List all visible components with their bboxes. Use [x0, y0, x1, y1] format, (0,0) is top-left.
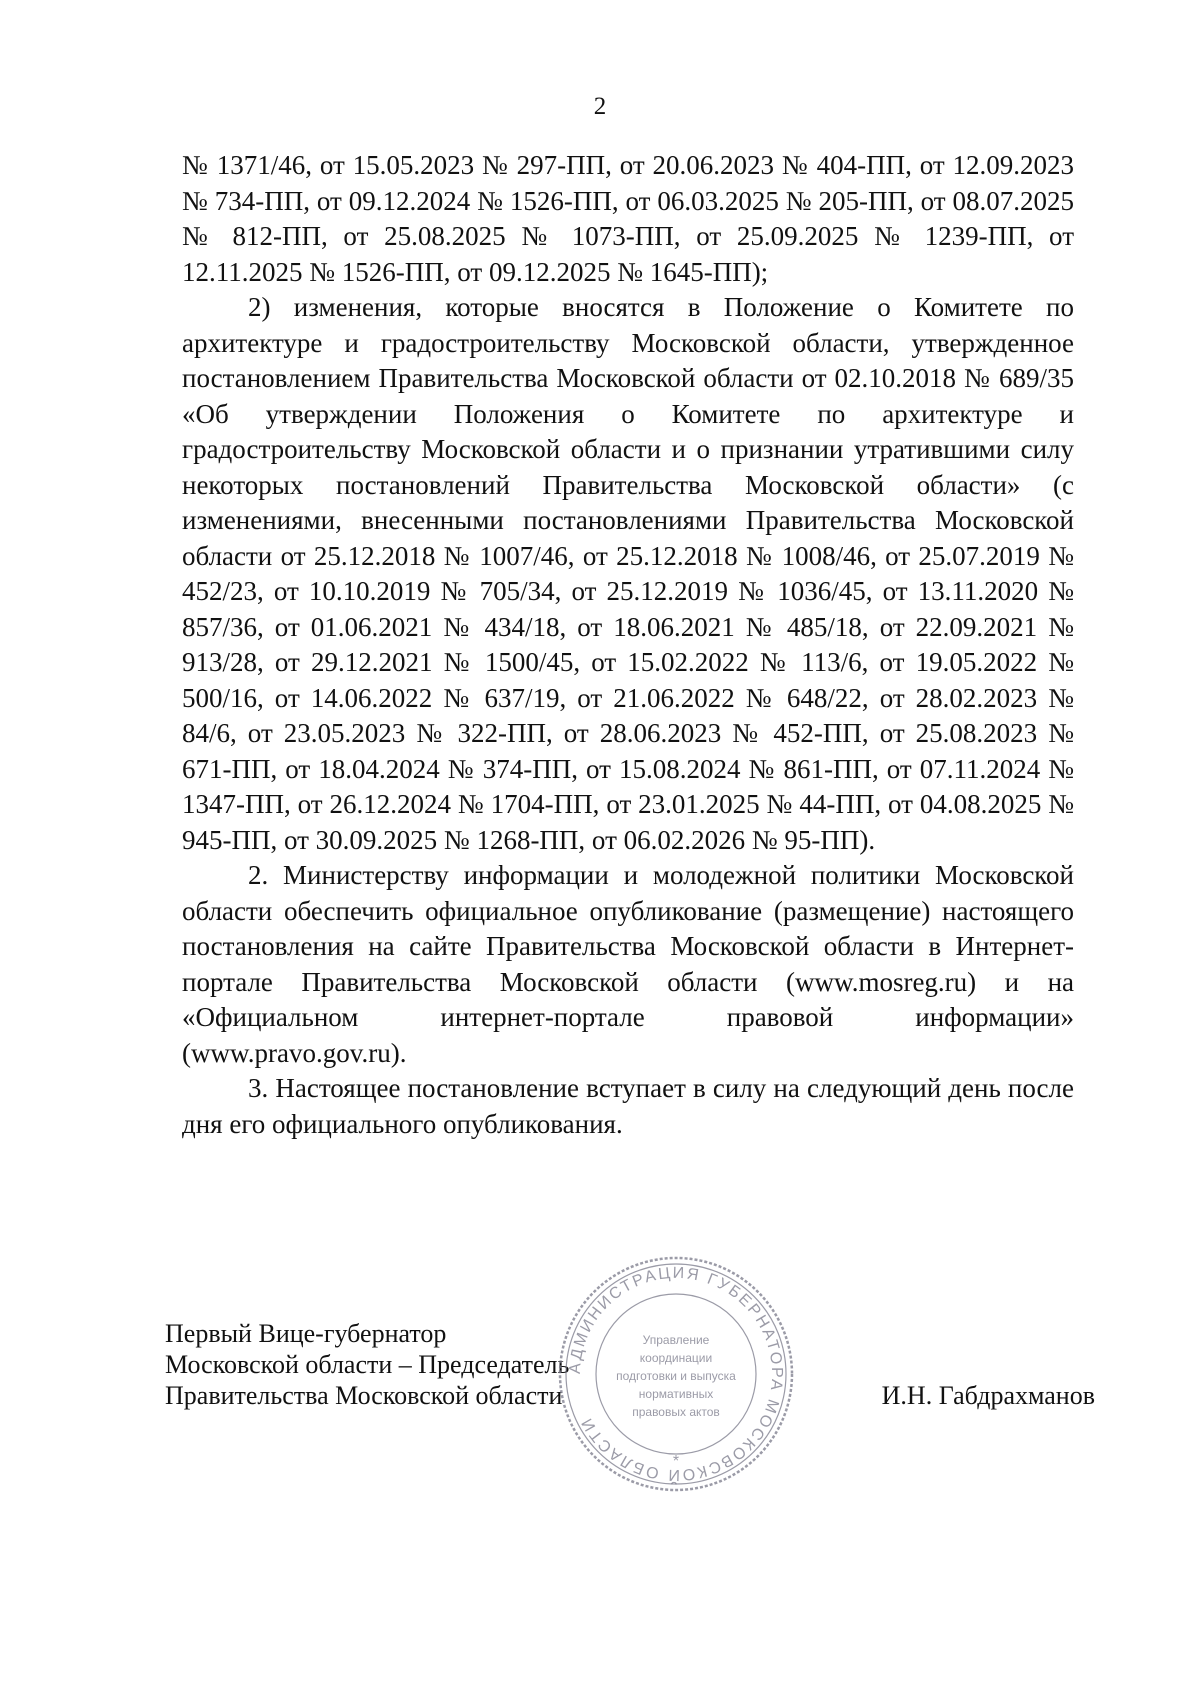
document-body: [182, 148, 1074, 1142]
paragraph-clause-2: 2. Министерству информации и молодежной политики Московской области обеспечить официальное опубликование (размещение) настоящего постановления на сайте Правительства Московской области в Интернет-портале Правительства Московской области (www.mosreg.ru) и на «Официальном интернет-портале правовой информации» (www.pravo.gov.ru).: [182, 860, 1074, 1068]
signatory-position: [165, 1318, 569, 1411]
paragraph-continuation: № 1371/46, от 15.05.2023 № 297-ПП, от 20.06.2023 № 404-ПП, от 12.09.2023 № 734-ПП, от 09.12.2024 № 1526-ПП, от 06.03.2025 № 205-ПП, от 08.07.2025 № 812-ПП, от 25.08.2025 № 1073-ПП, от 25.09.2025 № 1239-ПП, от 12.11.2025 № 1526-ПП, от 09.12.2025 № 1645-ПП);: [182, 150, 1074, 287]
page-number: 2: [593, 93, 607, 120]
paragraph-clause-3: 3. Настоящее постановление вступает в силу на следующий день после дня его официального опубликования.: [182, 1073, 1074, 1139]
signatory-position-line-1: Первый Вице-губернатор: [165, 1319, 447, 1348]
seal-outer-text: АДМИНИСТРАЦИЯ ГУБЕРНАТОРА МОСКОВСКОЙ ОБЛАСТИ: [566, 1264, 786, 1484]
seal-inner-line: подготовки и выпуска: [616, 1369, 736, 1383]
seal-inner-line: Управление: [642, 1333, 710, 1347]
seal-inner-line: координации: [639, 1351, 713, 1365]
paragraph-item-2: 2) изменения, которые вносятся в Положение о Комитете по архитектуре и градостроительству Московской области, утвержденное постановлением Правительства Московской области от 02.10.2018 № 689/35 «Об утверждении Положения о Комитете по архитектуре и градостроительству Московской области и о признании утратившими силу некоторых постановлений Правительства Московской области» (с изменениями, внесенными постановлениями Правительства Московской области от 25.12.2018 № 1007/46, от 25.12.2018 № 1008/46, от 25.07.2019 № 452/23, от 10.10.2019 № 705/34, от 25.12.2019 № 1036/45, от 13.11.2020 № 857/36, от 01.06.2021 № 434/18, от 18.06.2021 № 485/18, от 22.09.2021 № 913/28, от 29.12.2021 № 1500/45, от 15.02.2022 № 113/6, от 19.05.2022 № 500/16, от 14.06.2022 № 637/19, от 21.06.2022 № 648/22, от 28.02.2023 № 84/6, от 23.05.2023 № 322-ПП, от 28.06.2023 № 452-ПП, от 25.08.2023 № 671-ПП, от 18.04.2024 № 374-ПП, от 15.08.2024 № 861-ПП, от 07.11.2024 № 1347-ПП, от 26.12.2024 № 1704-ПП, от 23.01.2025 № 44-ПП, от 04.08.2025 № 945-ПП, от 30.09.2025 № 1268-ПП, от 06.02.2026 № 95-ПП).: [182, 292, 1074, 855]
seal-graphic: [556, 1254, 796, 1494]
official-seal: [556, 1254, 796, 1494]
signatory-position-line-2: Московской области – Председатель: [165, 1350, 570, 1379]
seal-star-icon: *: [672, 1453, 680, 1470]
signatory-position-line-3: Правительства Московской области: [165, 1381, 563, 1410]
signatory-name: И.Н. Габдрахманов: [881, 1381, 1095, 1410]
seal-inner-line: нормативных: [638, 1387, 714, 1401]
seal-inner-line: правовых актов: [632, 1405, 720, 1419]
